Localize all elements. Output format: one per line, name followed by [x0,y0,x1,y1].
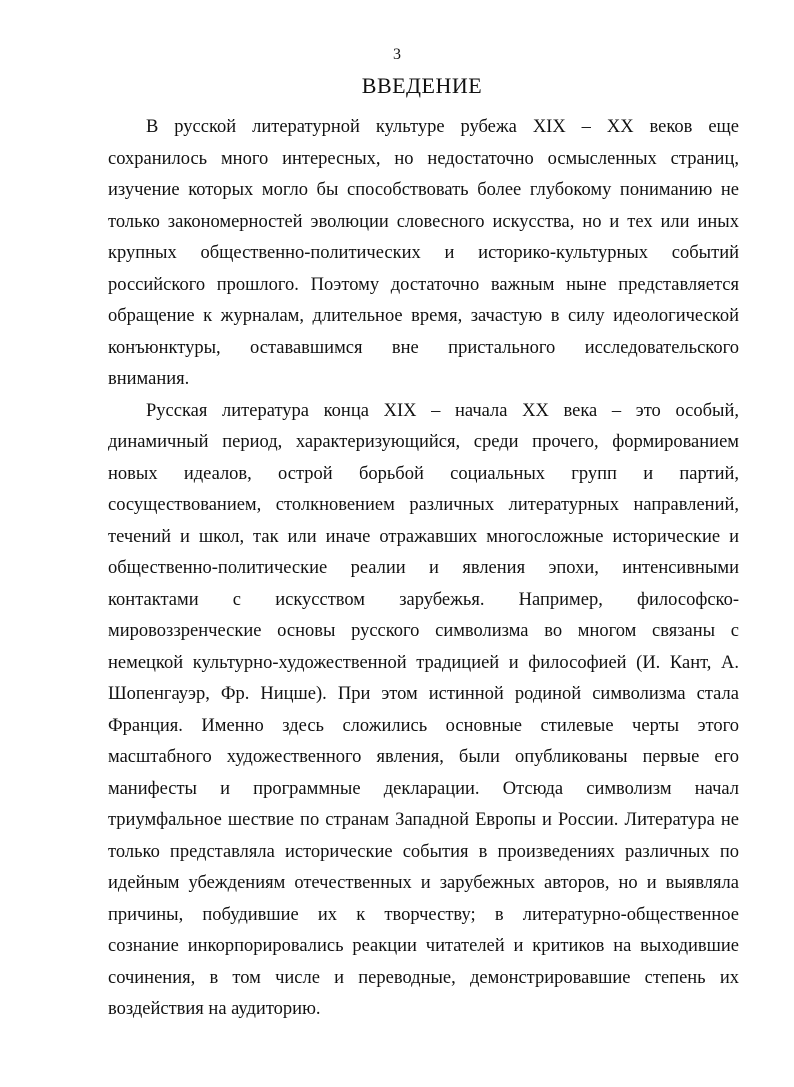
text-line: сохранилось много интересных, но недостаточно осмысленных страниц, [108,148,739,169]
text-line: контактами с искусством зарубежья. Например, философско- [108,589,739,610]
text-line: крупных общественно-политических и историко-культурных событий [108,243,739,263]
paragraph-1 [108,112,739,396]
text-line: новых идеалов, острой борьбой социальных групп и партий, [108,463,739,484]
text-line: изучение которых могло бы способствовать более глубокому пониманию не [108,180,739,200]
text-line: обращение к журналам, длительное время, зачастую в силу идеологической [108,306,739,326]
text-line: конъюнктуры, остававшимся вне пристального исследовательского [108,337,739,358]
page-number: 3 [393,46,401,63]
page-title: ВВЕДЕНИЕ [361,73,483,98]
text-line: мировоззренческие основы русского символизма во многом связаны с [108,621,739,641]
text-line: Франция. Именно здесь сложились основные стилевые черты этого [108,715,739,736]
text-line: общественно-политические реалии и явления эпохи, интенсивными [108,558,739,578]
text-line: динамичный период, характеризующийся, среди прочего, формированием [108,432,739,452]
text-line: только закономерностей эволюции словесного искусства, но и тех или иных [108,211,739,232]
text-line: масштабного художественного явления, были опубликованы первые его [108,747,739,767]
text-line: Шопенгауэр, Фр. Ницше). При этом истинной родиной символизма стала [108,684,739,704]
text-line: сознание инкорпорировались реакции читателей и критиков на выходившие [108,936,739,956]
text-line: течений и школ, так или иначе отражавших многосложные исторические и [108,526,739,547]
text-line: В русской литературной культуре рубежа XIX – XX веков еще [146,117,739,137]
text-line: Русская литература конца XIX – начала XX века – это особый, [146,400,739,421]
text-line: немецкой культурно-художественной традицией и философией (И. Кант, А. [108,652,739,673]
text-line: сосуществованием, столкновением различных литературных направлений, [108,495,739,515]
text-line: внимания. [108,369,190,389]
text-line: только представляла исторические события в произведениях различных по [108,841,739,862]
text-line: идейным убеждениям отечественных и зарубежных авторов, но и выявляла [108,873,739,893]
text-line: российского прошлого. Поэтому достаточно важным ныне представляется [108,274,739,295]
text-line: воздействия на аудиторию. [108,999,321,1019]
paragraph-2 [108,396,739,1026]
text-line: причины, побудившие их к творчеству; в литературно-общественное [108,904,739,925]
body-text [108,112,739,1026]
text-line: триумфальное шествие по странам Западной Европы и России. Литература не [108,810,739,830]
text-line: сочинения, в том числе и переводные, демонстрировавшие степень их [108,967,739,988]
text-line: манифесты и программные декларации. Отсюда символизм начал [108,778,739,799]
